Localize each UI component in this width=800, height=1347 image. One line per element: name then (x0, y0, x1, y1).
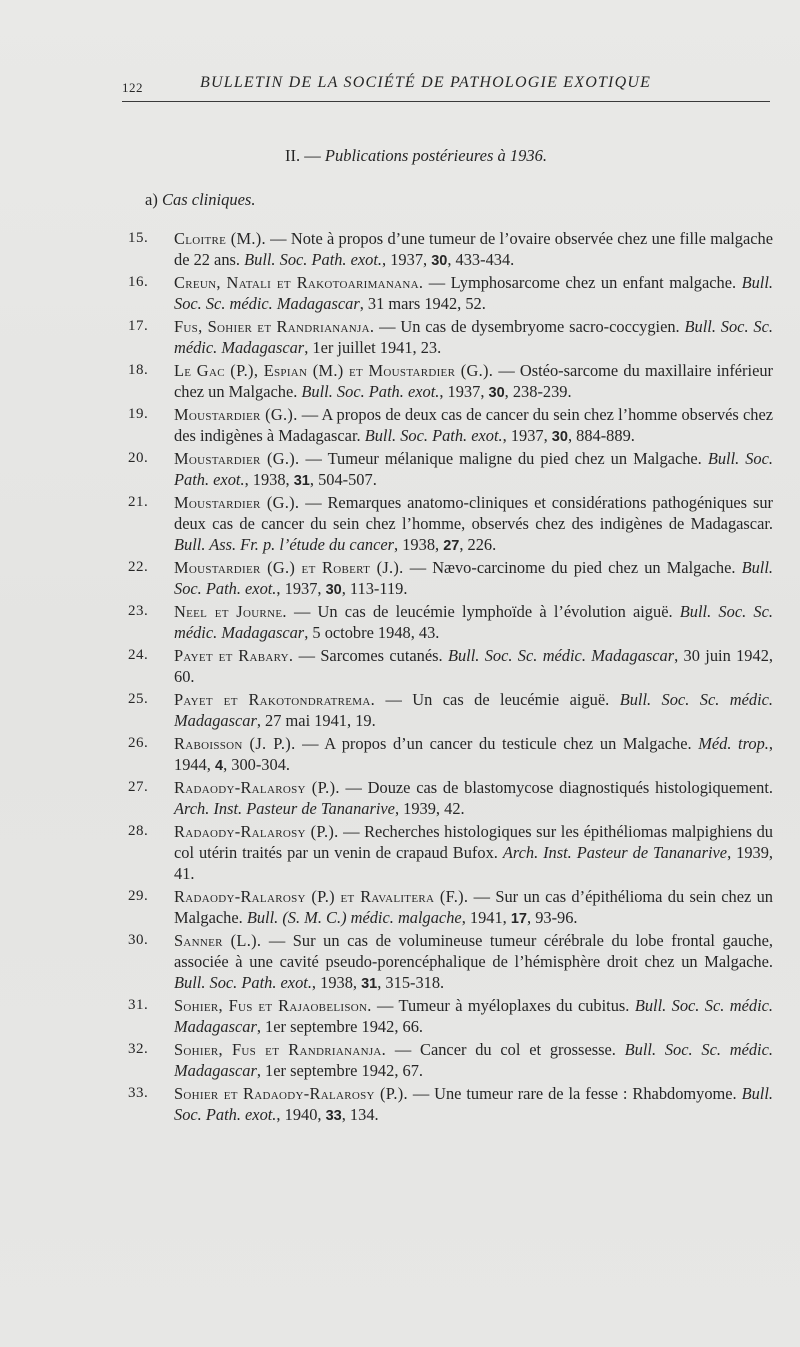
entry-source: Bull. Soc. Path. exot. (174, 1084, 774, 1124)
entry-volume: 17 (510, 911, 527, 927)
entry-text: — Un cas de leucémie lymphoïde à l’évolution aiguë. (286, 602, 680, 621)
entry-volume: 31 (293, 473, 310, 489)
reference-entry (128, 404, 773, 448)
entry-authors: Moustardier (G.) et Robert (J.). (174, 558, 404, 577)
entry-source: Bull. Soc. Sc. médic. Madagascar (174, 996, 773, 1036)
entry-text: — Tumeur à myéloplaxes du cubitus. (371, 996, 635, 1015)
page-number: 122 (122, 80, 143, 95)
entry-text: — Nævo-carcinome du pied chez un Malgache. (403, 558, 742, 577)
entry-text: — Ostéo-sarcome du maxillaire inférieur chez un Malgache. (174, 361, 773, 401)
section-title: Publications postérieures à 1936. (324, 146, 547, 165)
entry-tail: , 5 octobre 1948, 43. (304, 623, 440, 642)
entry-volume: 31 (361, 976, 378, 992)
entry-authors: Radaody-Ralarosy (P.) et Ravalitera (F.). (174, 887, 469, 906)
entry-number: 25. (128, 691, 149, 707)
entry-pages: , 226. (459, 535, 497, 554)
entry-source: Bull. Soc. Path. exot. (364, 426, 503, 445)
entry-authors: Sohier, Fus et Randriananja. (174, 1040, 387, 1059)
entry-tail: , 1944, (174, 734, 773, 774)
entry-number: 27. (128, 779, 149, 795)
entry-text: — Lymphosarcome chez un enfant malgache. (423, 273, 742, 292)
entry-number: 21. (128, 494, 149, 510)
entry-volume: 33 (325, 1108, 342, 1124)
reference-entry (128, 360, 773, 404)
entry-authors: Moustardier (G.). (174, 405, 298, 424)
entry-authors: Sohier, Fus et Rajaobelison. (174, 996, 372, 1015)
entry-number: 24. (128, 647, 149, 663)
entry-pages: , 884-889. (567, 426, 635, 445)
entry-source: Bull. Soc. Sc. médic. Madagascar (174, 602, 773, 642)
reference-entry (128, 228, 773, 272)
entry-source: Arch. Inst. Pasteur de Tananarive (502, 843, 728, 862)
entry-source: Bull. Soc. Path. exot. (174, 449, 774, 489)
entry-authors: Le Gac (P.), Espian (M.) et Moustardier (G.). (174, 361, 494, 380)
entry-tail: , 1er septembre 1942, 67. (256, 1061, 423, 1080)
entry-tail: , 1937, (439, 382, 489, 401)
entry-source: Bull. Soc. Path. exot. (174, 973, 312, 992)
entry-text: — Douze cas de blastomycose diagnostiqués histologiquement. (339, 778, 774, 797)
entry-source: Arch. Inst. Pasteur de Tananarive (174, 799, 395, 818)
entry-pages: , 238-239. (504, 382, 572, 401)
reference-entry (128, 1083, 773, 1127)
entry-source: Bull. Soc. Path. exot. (174, 558, 773, 598)
reference-entry (128, 557, 773, 601)
entry-volume: 4 (214, 758, 224, 774)
entry-number: 17. (128, 318, 149, 334)
header-rule (122, 101, 770, 102)
reference-entry (128, 316, 773, 360)
entry-pages: , 504-507. (309, 470, 377, 489)
entry-source: Bull. Soc. Sc. médic. Madagascar (174, 273, 773, 313)
entry-tail: , 1938, (311, 973, 362, 992)
entry-source: Bull. (S. M. C.) médic. malgache (246, 908, 462, 927)
entry-number: 32. (128, 1041, 149, 1057)
subsection-title: Cas cliniques. (161, 190, 256, 209)
entry-source: Bull. Soc. Sc. médic. Madagascar (447, 646, 675, 665)
entry-text: — Recherches histologiques sur les épithéliomas malpighiens du col utérin traités par un venin de crapaud Bufox. (174, 822, 773, 862)
reference-entry (128, 777, 773, 821)
entry-number: 29. (128, 888, 149, 904)
reference-list (128, 228, 773, 1127)
entry-tail: , 1941, (461, 908, 511, 927)
journal-title: BULLETIN DE LA SOCIÉTÉ DE PATHOLOGIE EXOTIQUE (200, 74, 652, 91)
entry-text: — Sarcomes cutanés. (293, 646, 448, 665)
entry-pages: , 134. (341, 1105, 379, 1124)
entry-tail: , 1939, 42. (394, 799, 465, 818)
entry-authors: Sanner (L.). (174, 931, 262, 950)
section-number: II. — (285, 146, 321, 165)
entry-authors: Creun, Natali et Rakotoarimanana. (174, 273, 424, 292)
entry-text: — Cancer du col et grossesse. (386, 1040, 625, 1059)
entry-number: 16. (128, 274, 149, 290)
entry-authors: Sohier et Radaody-Ralarosy (P.). (174, 1084, 408, 1103)
entry-volume: 30 (431, 253, 448, 269)
running-head (122, 74, 768, 104)
reference-entry (128, 733, 773, 777)
reference-entry (128, 492, 773, 557)
entry-text: — A propos d’un cancer du testicule chez un Malgache. (295, 734, 699, 753)
entry-number: 20. (128, 450, 149, 466)
entry-volume: 27 (443, 538, 460, 554)
entry-authors: Payet et Rabary. (174, 646, 294, 665)
entry-pages: , 315-318. (377, 973, 445, 992)
entry-tail: , 1938, (394, 535, 444, 554)
entry-pages: , 300-304. (223, 755, 290, 774)
entry-tail: , 1er septembre 1942, 66. (256, 1017, 423, 1036)
entry-authors: Moustardier (G.). (174, 449, 300, 468)
entry-authors: Payet et Rakotondratrema. (174, 690, 376, 709)
reference-entry (128, 886, 773, 930)
entry-text: — Sur un cas d’épithélioma du sein chez un Malgache. (174, 887, 774, 927)
entry-source: Bull. Soc. Sc. médic. Madagascar (174, 1040, 773, 1080)
entry-source: Bull. Soc. Path. exot. (301, 382, 440, 401)
entry-authors: Cloitre (M.). (174, 229, 266, 248)
entry-number: 30. (128, 932, 149, 948)
entry-text: — Remarques anatomo-cliniques et considérations pathogéniques sur deux cas de cancer du sein chez l’homme, observés chez des indigènes de Madagascar. (174, 493, 773, 533)
entry-tail: , 1937, (382, 250, 432, 269)
entry-authors: Neel et Journe. (174, 602, 287, 621)
entry-tail: , 1938, (244, 470, 294, 489)
entry-authors: Radaody-Ralarosy (P.). (174, 778, 340, 797)
entry-source: Bull. Ass. Fr. p. l’étude du cancer (174, 535, 395, 554)
entry-number: 15. (128, 230, 149, 246)
subsection-heading (145, 190, 255, 210)
entry-number: 31. (128, 997, 149, 1013)
entry-tail: , 27 mai 1941, 19. (256, 711, 376, 730)
entry-tail: , 1937, (276, 579, 326, 598)
entry-authors: Radaody-Ralarosy (P.). (174, 822, 339, 841)
entry-volume: 30 (325, 582, 342, 598)
entry-authors: Moustardier (G.). (174, 493, 300, 512)
entry-number: 19. (128, 406, 149, 422)
reference-entry (128, 448, 773, 492)
entry-number: 23. (128, 603, 149, 619)
subsection-prefix: a) (145, 190, 158, 209)
entry-volume: 30 (551, 429, 568, 445)
entry-tail: , 30 juin 1942, 60. (174, 646, 773, 686)
reference-entry (128, 272, 773, 316)
entry-text: — A propos de deux cas de cancer du sein chez l’homme observés chez des indigènes à Madagascar. (174, 405, 773, 445)
entry-authors: Fus, Sohier et Randriananja. (174, 317, 375, 336)
entry-source: Bull. Soc. Path. exot. (244, 250, 383, 269)
entry-text: — Un cas de leucémie aiguë. (375, 690, 620, 709)
entry-number: 22. (128, 559, 149, 575)
entry-pages: , 93-96. (527, 908, 578, 927)
entry-number: 28. (128, 823, 149, 839)
entry-tail: , 1939, 41. (174, 843, 773, 883)
entry-text: — Note à propos d’une tumeur de l’ovaire observée chez une fille malgache de 22 ans. (174, 229, 774, 269)
entry-pages: , 113-119. (341, 579, 408, 598)
section-heading (285, 146, 547, 166)
reference-entry (128, 821, 773, 886)
entry-number: 26. (128, 735, 149, 751)
entry-source: Bull. Soc. Sc. médic. Madagascar (174, 690, 773, 730)
entry-text: — Un cas de dysembryome sacro-coccygien. (374, 317, 685, 336)
entry-text: — Tumeur mélanique maligne du pied chez un Malgache. (299, 449, 708, 468)
reference-entry (128, 689, 773, 733)
reference-entry (128, 1039, 773, 1083)
reference-entry (128, 930, 773, 995)
entry-pages: , 433-434. (447, 250, 515, 269)
entry-text: — Sur un cas de volumineuse tumeur cérébrale du lobe frontal gauche, associée à une cavité pseudo-porencéphalique de l’hémisphère droit chez un Malgache. (174, 931, 773, 971)
entry-tail: , 1940, (276, 1105, 326, 1124)
entry-number: 18. (128, 362, 149, 378)
entry-number: 33. (128, 1085, 149, 1101)
entry-source: Bull. Soc. Sc. médic. Madagascar (174, 317, 773, 357)
entry-tail: , 31 mars 1942, 52. (359, 294, 486, 313)
entry-text: — Une tumeur rare de la fesse : Rhabdomyome. (407, 1084, 742, 1103)
entry-volume: 30 (488, 385, 505, 401)
reference-entry (128, 645, 773, 689)
reference-entry (128, 601, 773, 645)
entry-source: Méd. trop. (698, 734, 769, 753)
entry-tail: , 1er juillet 1941, 23. (304, 338, 442, 357)
entry-authors: Raboisson (J. P.). (174, 734, 296, 753)
reference-entry (128, 995, 773, 1039)
entry-tail: , 1937, (502, 426, 552, 445)
